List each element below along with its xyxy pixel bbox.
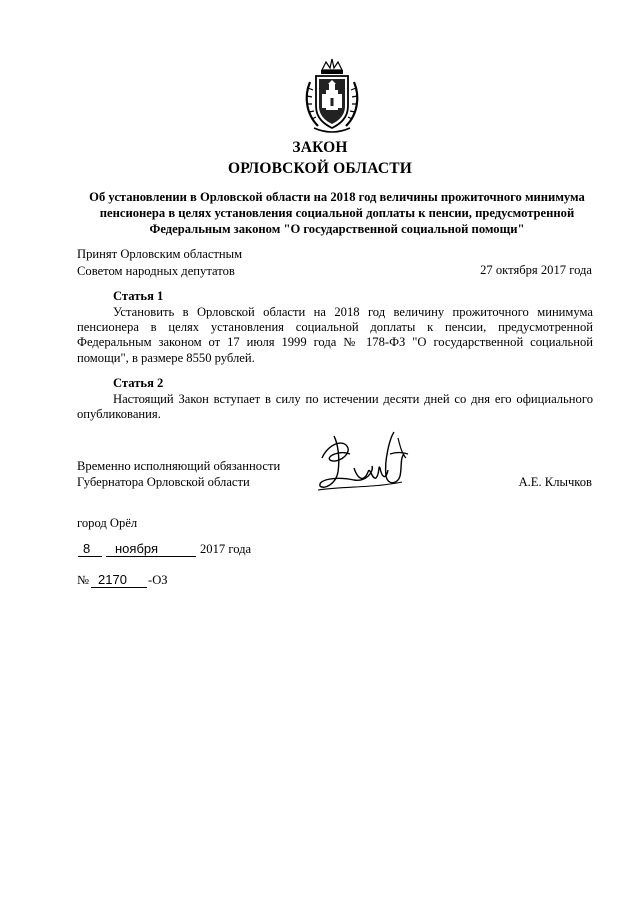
signing-year: 2017 года — [200, 542, 252, 556]
region-heading: ОРЛОВСКОЙ ОБЛАСТИ — [227, 160, 413, 177]
signer-role-line-1: Временно исполняющий обязанности — [77, 459, 281, 473]
adoption-date: 27 октября 2017 года — [480, 263, 592, 277]
article-2-heading: Статья 2 — [113, 376, 164, 390]
adoption-body-line-1: Принят Орловским областным — [77, 247, 243, 261]
law-subject: Об установлении в Орловской области на 2018 год величины прожиточного минимума пенсионера в целях установления социальной доплаты к пенсии, предусмотренной Федеральным законом "О государственной социальной помощи" — [89, 190, 585, 236]
adoption-body — [77, 246, 242, 280]
handwritten-signature-icon — [314, 424, 414, 500]
law-number: 2170 — [98, 572, 127, 587]
number-sign: № — [77, 573, 90, 587]
document-type-heading: ЗАКОН — [292, 139, 348, 156]
orel-oblast-coat-of-arms-icon — [300, 56, 364, 134]
article-1-text: Установить в Орловской области на 2018 год величину прожиточного минимума пенсионера в целях установления социальной доплаты к пенсии, предусмотренной Федеральным законом от 17 июля 1999 года № 178-ФЗ "О государственной социальной помощи", в размере 8550 рублей. — [77, 305, 593, 365]
signing-date — [77, 541, 377, 561]
signer-role — [77, 459, 280, 490]
adoption-body-line-2: Советом народных депутатов — [77, 264, 235, 278]
number-underline — [91, 587, 147, 588]
law-number-suffix: -ОЗ — [148, 573, 168, 587]
signing-day: 8 — [83, 541, 91, 556]
place-of-signing: город Орёл — [77, 516, 138, 530]
signing-month: ноября — [115, 541, 159, 556]
month-underline — [106, 556, 196, 557]
day-underline — [78, 556, 102, 557]
article-2-text: Настоящий Закон вступает в силу по истечении десяти дней со дня его официального опубликования. — [77, 392, 593, 422]
signer-name: А.Е. Клычков — [518, 475, 592, 489]
law-number-line — [77, 572, 377, 592]
signer-role-line-2: Губернатора Орловской области — [77, 474, 250, 489]
article-1-heading: Статья 1 — [113, 289, 164, 303]
